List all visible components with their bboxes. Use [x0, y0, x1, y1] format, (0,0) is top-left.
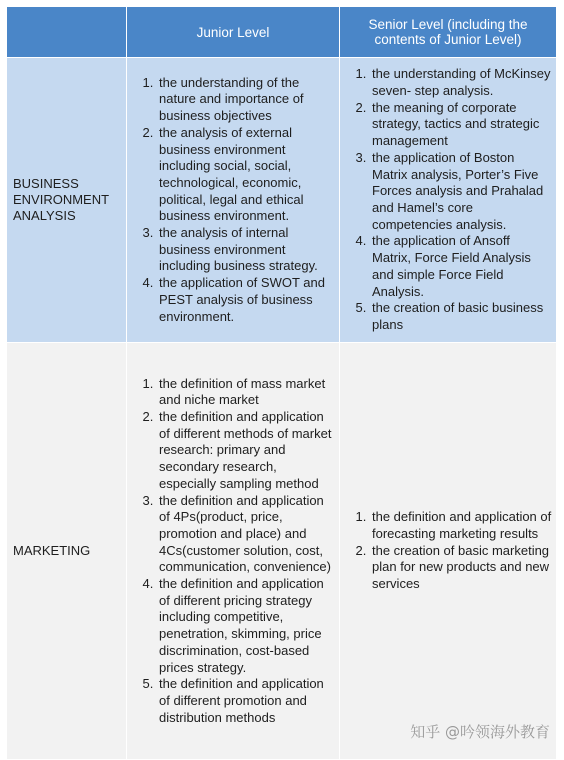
- list-item: 1. the understanding of McKinsey seven- step analysis.: [370, 66, 552, 99]
- senior-cell: [340, 343, 557, 760]
- header-junior-level: Junior Level: [127, 7, 340, 58]
- list-item: 4. the definition and application of different pricing strategy including competitive, penetration, skimming, price discrimination, cost-based prices strategy.: [157, 576, 335, 676]
- list-item: 4. the application of Ansoff Matrix, Force Field Analysis and simple Force Field Analysis.: [370, 233, 552, 300]
- topic-cell: BUSINESS ENVIRONMENT ANALYSIS: [7, 58, 127, 343]
- list-item: 1. the understanding of the nature and importance of business objectives: [157, 75, 335, 125]
- senior-list: [342, 509, 552, 593]
- header-senior-text: Senior Level (including the contents of Junior Level): [368, 17, 528, 47]
- list-item: 2. the meaning of corporate strategy, tactics and strategic management: [370, 100, 552, 150]
- junior-cell: [127, 343, 340, 760]
- table-row-business-environment: [7, 58, 557, 343]
- junior-cell: [127, 58, 340, 343]
- list-item: 3. the definition and application of 4Ps(product, price, promotion and place) and 4Cs(customer solution, cost, communication, convenience): [157, 493, 335, 577]
- list-item: 2. the creation of basic marketing plan for new products and new services: [370, 543, 552, 593]
- list-item: 4. the application of SWOT and PEST analysis of business environment.: [157, 275, 335, 325]
- topic-cell: MARKETING: [7, 343, 127, 760]
- list-item: 2. the analysis of external business environment including social, social, technological, economic, political, legal and ethical business environment.: [157, 125, 335, 225]
- list-item: 3. the application of Boston Matrix analysis, Porter’s Five Forces analysis and Prahalad and Hamel’s core competencies analysis.: [370, 150, 552, 234]
- list-item: 1. the definition of mass market and niche market: [157, 376, 335, 409]
- junior-list: [129, 376, 335, 727]
- header-senior-level: [340, 7, 557, 58]
- junior-list: [129, 75, 335, 326]
- senior-list: [342, 66, 552, 333]
- syllabus-table: [6, 6, 557, 760]
- table-row-marketing: [7, 343, 557, 760]
- list-item: 5. the creation of basic business plans: [370, 300, 552, 333]
- list-item: 5. the definition and application of different promotion and distribution methods: [157, 676, 335, 726]
- list-item: 3. the analysis of internal business environment including business strategy.: [157, 225, 335, 275]
- list-item: 2. the definition and application of different methods of market research: primary and secondary research, especially sampling method: [157, 409, 335, 493]
- list-item: 1. the definition and application of forecasting marketing results: [370, 509, 552, 542]
- senior-cell: [340, 58, 557, 343]
- watermark: 知乎 @吟领海外教育: [410, 723, 550, 741]
- header-topic: [7, 7, 127, 58]
- header-row: [7, 7, 557, 58]
